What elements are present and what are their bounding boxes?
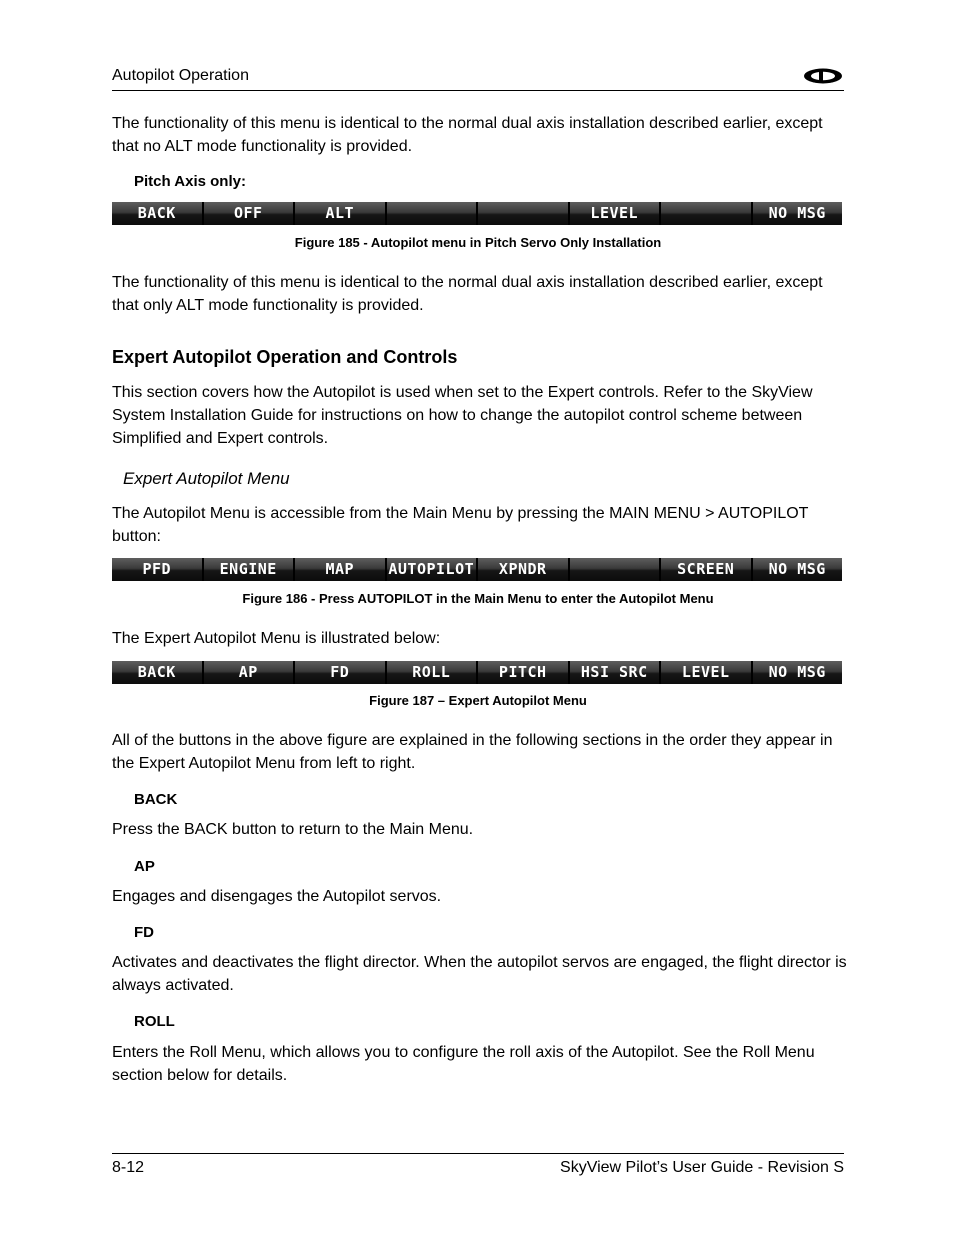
paragraph-no-alt: The functionality of this menu is identical to the normal dual axis installation described earlier, except that no ALT mode functionality is provided. (112, 115, 823, 155)
menu-button-back[interactable]: BACK (112, 661, 204, 684)
item-label-roll: ROLL (134, 1013, 175, 1030)
menu-button-alt[interactable]: ALT (295, 202, 387, 225)
page-header (112, 66, 844, 91)
pitch-servo-menu-bar (112, 202, 842, 225)
item-text-fd: Activates and deactivates the flight director. When the autopilot servos are engaged, the flight director is always activated. (112, 954, 847, 994)
menu-button-pfd[interactable]: PFD (112, 558, 204, 581)
item-label-fd: FD (134, 924, 154, 941)
paragraph-main-menu: The Autopilot Menu is accessible from the Main Menu by pressing the MAIN MENU > AUTOPILOT button: (112, 505, 809, 545)
menu-button-xpndr[interactable]: XPNDR (478, 558, 570, 581)
figure-186-caption: Figure 186 - Press AUTOPILOT in the Main Menu to enter the Autopilot Menu (242, 591, 714, 606)
menu-button-blank[interactable] (570, 558, 662, 581)
page-number: 8-12 (112, 1159, 145, 1176)
menu-button-fd[interactable]: FD (295, 661, 387, 684)
main-menu-bar (112, 558, 842, 581)
dynon-logo-icon (802, 66, 844, 86)
item-text-roll: Enters the Roll Menu, which allows you to configure the roll axis of the Autopilot. See the Roll Menu section below for details. (112, 1044, 815, 1084)
item-label-back: BACK (134, 791, 178, 808)
pitch-axis-label: Pitch Axis only: (134, 173, 246, 190)
menu-button-back[interactable]: BACK (112, 202, 204, 225)
paragraph-only-alt: The functionality of this menu is identical to the normal dual axis installation described earlier, except that only ALT mode functionality is provided. (112, 274, 823, 314)
menu-button-blank[interactable] (661, 202, 753, 225)
paragraph-expert-intro: This section covers how the Autopilot is used when set to the Expert controls. Refer to the SkyView System Installation Guide for instructions on how to change the autopilot control scheme between Simplified and Expert controls. (112, 384, 813, 447)
page-footer (112, 1153, 844, 1184)
menu-button-autopilot[interactable]: AUTOPILOT (387, 558, 479, 581)
paragraph-expert-menu-intro: The Expert Autopilot Menu is illustrated below: (112, 630, 441, 647)
figure-185-caption: Figure 185 - Autopilot menu in Pitch Servo Only Installation (294, 235, 662, 250)
footer-doc-title: SkyView Pilot’s User Guide - Revision S (560, 1159, 844, 1176)
menu-button-no-msg[interactable]: NO MSG (753, 558, 843, 581)
menu-button-hsi-src[interactable]: HSI SRC (570, 661, 662, 684)
expert-autopilot-menu-bar (112, 661, 842, 684)
paragraph-buttons-explained: All of the buttons in the above figure are explained in the following sections in the order they appear in the Expert Autopilot Menu from left to right. (112, 732, 833, 772)
menu-button-roll[interactable]: ROLL (387, 661, 479, 684)
menu-button-level[interactable]: LEVEL (661, 661, 753, 684)
menu-button-ap[interactable]: AP (204, 661, 296, 684)
section-heading: Expert Autopilot Operation and Controls (112, 347, 458, 367)
menu-button-blank[interactable] (478, 202, 570, 225)
menu-button-engine[interactable]: ENGINE (204, 558, 296, 581)
item-text-ap: Engages and disengages the Autopilot servos. (112, 888, 442, 905)
item-label-ap: AP (134, 858, 155, 875)
menu-button-map[interactable]: MAP (295, 558, 387, 581)
header-title: Autopilot Operation (112, 67, 249, 84)
subsection-heading: Expert Autopilot Menu (123, 469, 290, 488)
menu-button-no-msg[interactable]: NO MSG (753, 661, 843, 684)
menu-button-pitch[interactable]: PITCH (478, 661, 570, 684)
menu-button-no-msg[interactable]: NO MSG (753, 202, 843, 225)
menu-button-level[interactable]: LEVEL (570, 202, 662, 225)
menu-button-off[interactable]: OFF (204, 202, 296, 225)
item-text-back: Press the BACK button to return to the Main Menu. (112, 821, 474, 838)
menu-button-screen[interactable]: SCREEN (661, 558, 753, 581)
menu-button-blank[interactable] (387, 202, 479, 225)
figure-187-caption: Figure 187 – Expert Autopilot Menu (369, 693, 587, 708)
